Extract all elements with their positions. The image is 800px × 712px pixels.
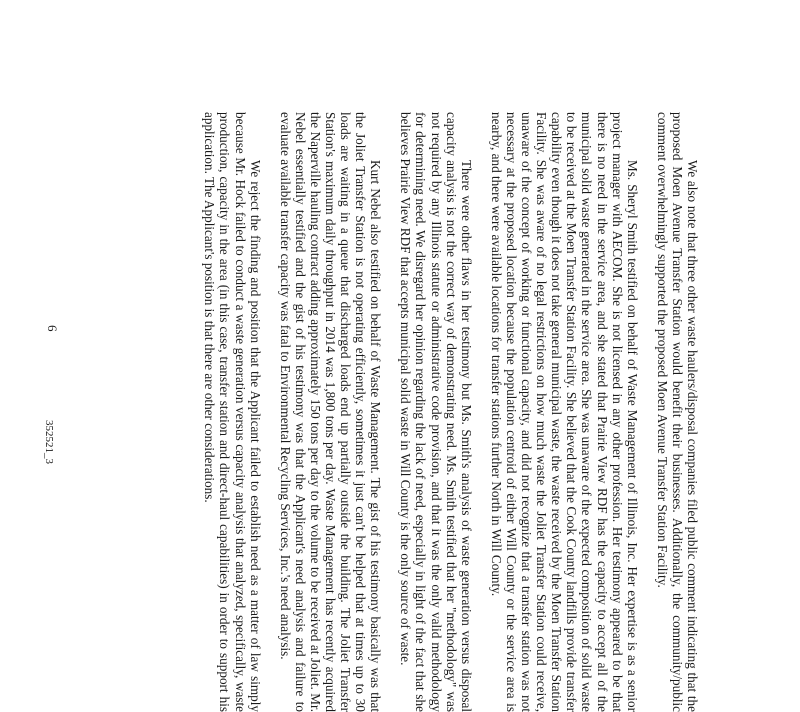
footer-container (0, 0, 100, 618)
page-number: 6 (45, 325, 60, 332)
paragraph-1: We also note that three other waste haulers/disposal companies filed public comment indicating that the proposed Moen Avenue Transfer Station would benefit their businesses. Additionally, the community/public comment overwhelmingly supported the proposed Moen Avenue Transfer Station Facility. (654, 112, 700, 712)
paragraph-4: Kurt Nebel also testified on behalf of Waste Management. The gist of his testimony basically was that the Joliet Transfer Station is not operating efficiently, sometimes it just can't be helped that at times up to 30 loads are waiting in a queue that discharged loads end up partially outside the building. The Joliet Transfer Station's maximum daily throughput in 2014 was 1,800 tons per day. Waste Management has recently acquired the Naperville hauling contract adding approximately 150 tons per day to the volume to be received at Joliet. Mr. Nebel essentially testified and the gist of his testimony was that the Applicant's need analysis and failure to evaluate available transfer capacity was fatal to Environmental Recycling Services, Inc.'s need analysis. (277, 112, 384, 712)
document-id: 352521_3 (43, 420, 55, 464)
paragraph-5: We reject the finding and position that the Applicant failed to establish need as a matter of law simply because Mr. Hock failed to conduct a waste generation versus capacity analysis that analyzed, specifically, waste production, capacity in the area (in this case, transfer station and direct-haul capabilities) in order to support his application. The Applicant's position is that there are other considerations. (202, 112, 263, 712)
paragraph-2: Ms. Sheryl Smith testified on behalf of Waste Management of Illinois, Inc. Her expertise is as a senior project manager with AECOM. She is not licensed in any other profession. Her testimony appeared to be that there is no need in the service area, and she stated that Prairie View RDF has the capacity to accept all of the municipal solid waste generated in the service area. She was unaware of the expected composition of solid waste to be received at the Moen Transfer Station Facility. She believed that the Cook County landfills provide transfer capability even though it does not take general municipal waste, the waste received by the Moen Transfer Station Facility. She was aware of no legal restrictions on how much waste the Joliet Transfer Station could receive, unaware of the concept of working or functional capacity, and did not recognize that a transfer station was not necessary at the proposed location because the population centroid of either Will County or the service area is nearby, and there were available locations for transfer stations further North in Will County. (488, 112, 640, 712)
document-body (187, 112, 700, 712)
paragraph-3: There were other flaws in her testimony but Ms. Smith's analysis of waste generation versus disposal capacity analysis is not the correct way of demonstrating need. Ms. Smith testified that her "methodology" was not required by any Illinois statute or administrative code provision, and that it was the only valid methodology for determining need. We disregard her opinion regarding the lack of need, especially in light of the fact that she believes Prairie View RDF that accepts municipal solid waste in Will County is the only source of waste. (398, 112, 474, 712)
